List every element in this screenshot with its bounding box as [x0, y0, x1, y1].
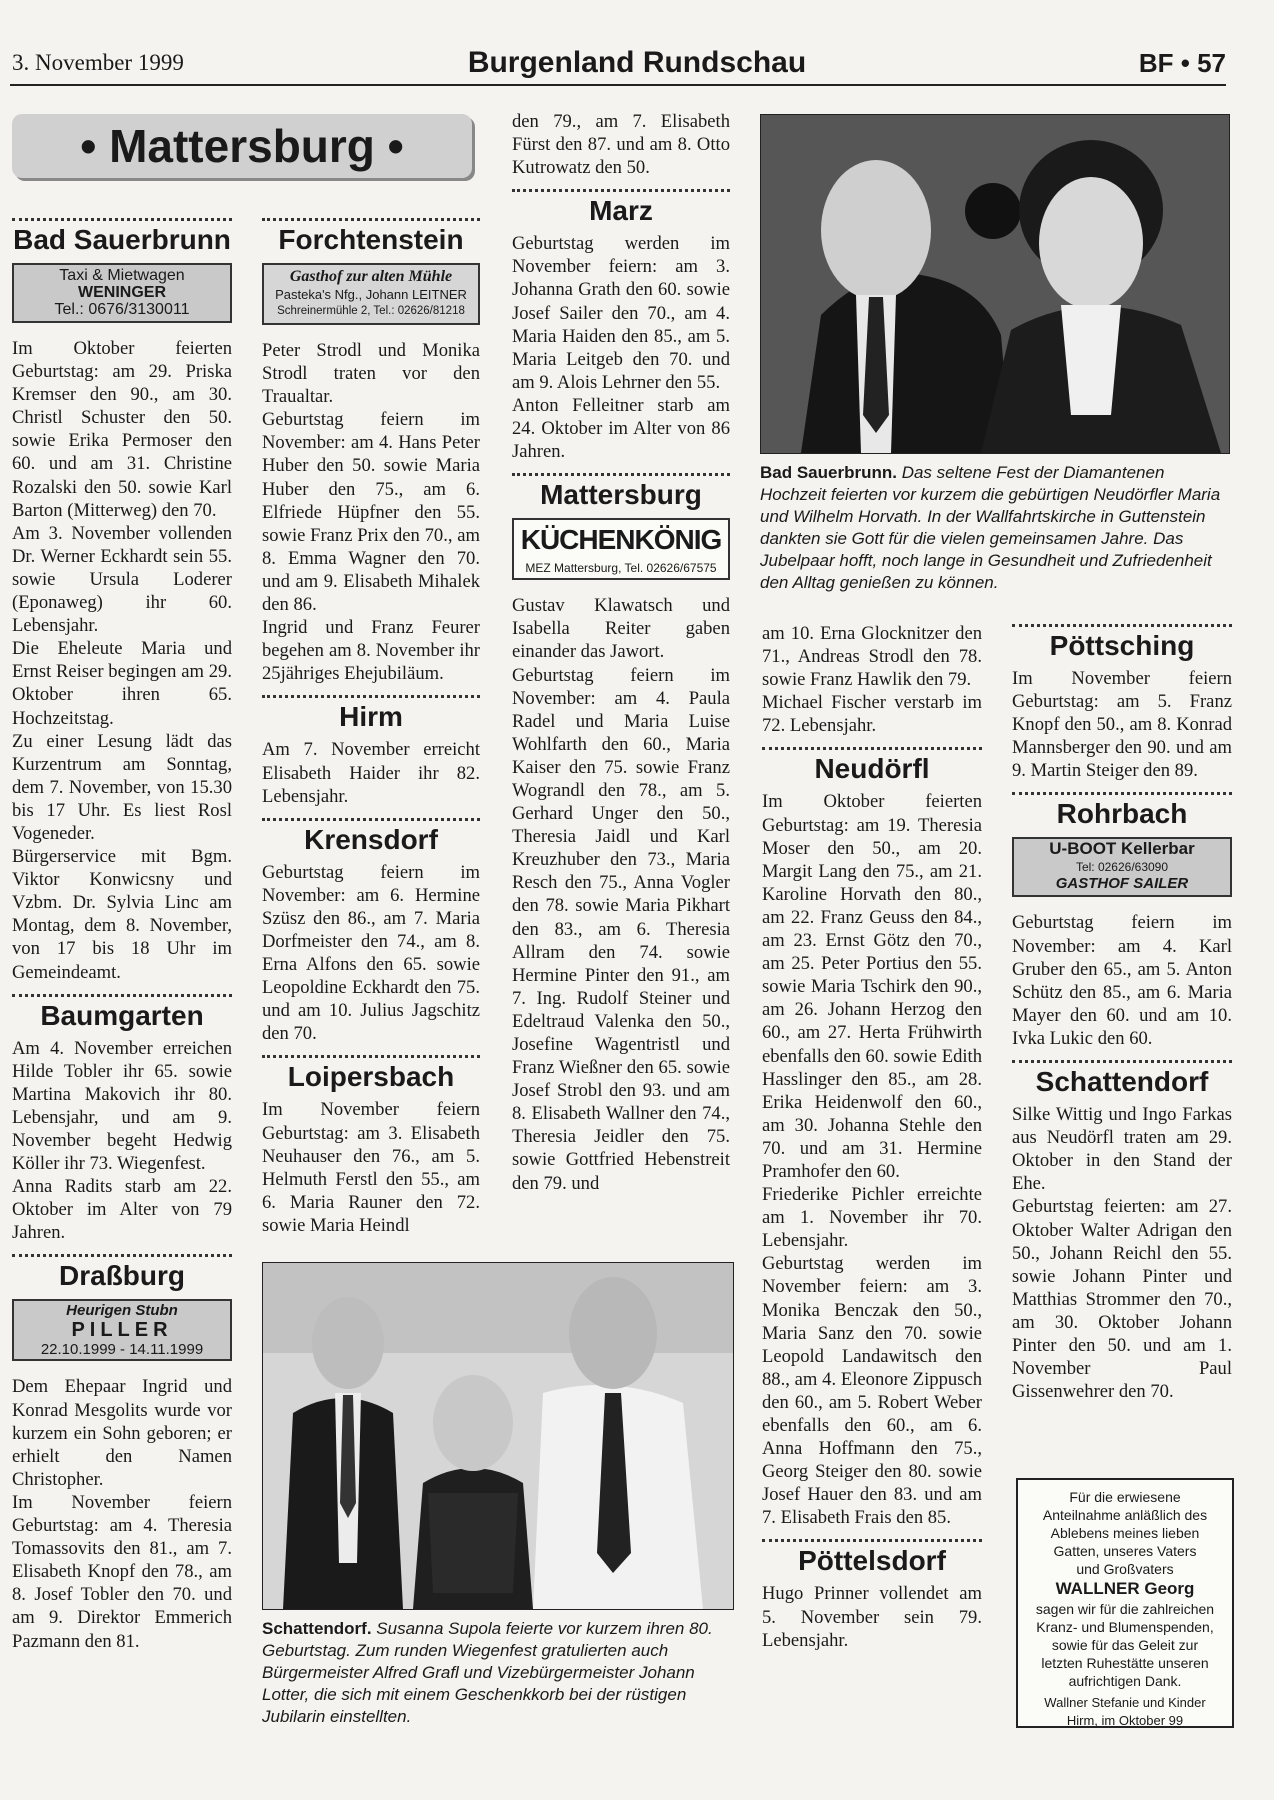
- heading-drassburg: Draßburg: [59, 1260, 185, 1292]
- ad-line: GASTHOF SAILER: [1055, 875, 1189, 893]
- paragraph: Geburtstag werden im November feiern: am 3. Johanna Grath den 60. sowie Josef Sailer den 70., am 4. Maria Haiden den 85., am 5. Maria Leitgeb den 70. und am 9. Alois Lehrner den 55.: [512, 233, 730, 393]
- divider: [262, 1055, 480, 1058]
- ad-u-boot: [1012, 837, 1232, 897]
- paragraph: Im November feiern Geburtstag: am 3. Elisabeth Neuhauser den 76., am 5. Helmuth Ferstl den 55., am 6. Maria Rauner den 72. sowie Maria Heindl: [262, 1099, 480, 1236]
- divider: [262, 695, 480, 698]
- paragraph: Friederike Pichler erreichte am 1. November ihr 70. Lebensjahr.: [762, 1184, 982, 1252]
- heading-loipersbach: Loipersbach: [287, 1061, 455, 1093]
- photo-diamond-wedding-image: [761, 115, 1229, 453]
- paragraph: Geburtstag feiern im November: am 4. Hans Peter Huber den 50. sowie Maria Huber den 75., am 6. Elfriede Hüpfner den 55. sowie Franz Prix den 70., am 8. Emma Wagner den 70. und am 9. Elisabeth Mihalek den 86.: [262, 409, 480, 616]
- ad-line: Schreinermühle 2, Tel.: 02626/81218: [277, 305, 465, 317]
- heading-hirm: Hirm: [339, 701, 403, 733]
- notice-line: sagen wir für die zahlreichen: [1035, 1601, 1215, 1617]
- paragraph: Anna Radits starb am 22. Oktober im Alter von 79 Jahren.: [12, 1176, 232, 1244]
- paragraph: Im Oktober feierten Geburtstag: am 29. Priska Kremser den 90., am 30. Christl Schuster den 50. sowie Erika Permoser den 60. und am 31. Christine Rozalski den 50. sowie Karl Barton (Mitterweg) den 70.: [12, 338, 232, 521]
- photo-diamond-wedding: [760, 114, 1230, 454]
- heading-poettsching: Pöttsching: [1049, 630, 1195, 661]
- notice-line: und Großvaters: [1076, 1561, 1174, 1577]
- caption-top: [760, 462, 1232, 594]
- paragraph: Am 7. November erreicht Elisabeth Haider ihr 82. Lebensjahr.: [262, 739, 480, 807]
- paragraph: Geburtstag feiern im November: am 6. Hermine Szüsz den 86., am 7. Maria Dorfmeister den 74., am 8. Erna Alfons den 65. sowie Leopoldine Eckhardt den 75. und am 10. Julius Jagschitz den 70.: [262, 861, 480, 1045]
- paragraph: Am 4. November erreichen Hilde Tobler ihr 65. sowie Martina Makovich ihr 80. Lebensjahr, und am 9. November begeht Hedwig Köller ihr 73. Wiegenfest.: [12, 1037, 232, 1175]
- heading-schattendorf: Schattendorf: [1035, 1066, 1209, 1098]
- divider: [1012, 1060, 1232, 1063]
- divider: [1012, 792, 1232, 795]
- ad-line: Pasteka's Nfg., Johann LEITNER: [275, 287, 467, 302]
- ad-piller: [12, 1299, 232, 1361]
- caption-text: Das seltene Fest der Diamantenen Hochzeit feierten vor kurzem die gebürtigen Neudörfler Maria und Wilhelm Horvath. In der Wallfahrtskirche in Guttenstein dankten sie Gott für die vielen gemeinsamen Jahre. Das Jubelpaar hofft, noch lange in Gesundheit und Zufriedenheit den Alltag genießen zu können.: [760, 463, 1221, 592]
- page-number: BF • 57: [1138, 48, 1226, 78]
- heading-neudoerfl: Neudörfl: [814, 753, 930, 785]
- heading-bad-sauerbrunn: Bad Sauerbrunn: [13, 224, 231, 255]
- ad-line: 22.10.1999 - 14.11.1999: [40, 1341, 204, 1359]
- paragraph: Geburtstag werden im November feiern: am 3. Monika Benczak den 50., Maria Sanz den 70. sowie Leopold Landawitsch den 88., am 4. Eleonore Zippusch den 60., am 5. Robert Weber ebenfalls den 60., am 6. Anna Hoffmann den 75., Georg Steiger den 80. sowie Josef Hauer den 83. und am 7. Elisabeth Frais den 85.: [762, 1253, 982, 1529]
- paragraph: Im Oktober feierten Geburtstag: am 19. Theresia Moser den 50., am 20. Margit Lang den 75., am 21. Karoline Horvath den 80., am 22. Franz Geuss den 84., am 23. Ernst Götz den 70., am 25. Peter Portius den 55. sowie Maria Tschirk den 90., am 26. Johann Herzog den 60., am 27. Herta Frühwirth ebenfalls den 60. sowie Edith Hasslinger den 85., am 28. Erika Heidenwolf den 60., am 30. Johanna Stehle den 70. und am 31. Hermine Pramhofer den 60.: [762, 791, 982, 1182]
- notice-place: Hirm, im Oktober 99: [1066, 1713, 1184, 1728]
- paragraph: Gustav Klawatsch und Isabella Reiter gaben einander das Jawort.: [512, 595, 730, 663]
- ad-line: MEZ Mattersburg, Tel. 02626/67575: [525, 561, 717, 576]
- paragraph: Silke Wittig und Ingo Farkas aus Neudörfl traten am 29. Oktober in den Stand der Ehe.: [1012, 1104, 1232, 1195]
- notice-line: Kranz- und Blumenspenden,: [1036, 1619, 1214, 1635]
- paragraph: Am 3. November vollenden Dr. Werner Eckhardt sein 55. sowie Ursula Loderer (Eponaweg) ihr 60. Lebensjahr.: [12, 522, 232, 637]
- notice-line: Für die erwiesene: [1069, 1489, 1181, 1505]
- caption-place: Schattendorf.: [262, 1619, 372, 1638]
- ad-line: Gasthof zur alten Mühle: [289, 268, 453, 285]
- ad-line: Tel.: 0676/3130011: [54, 301, 190, 318]
- photo-schattendorf-birthday: [262, 1262, 734, 1610]
- ad-line: Tel: 02626/63090: [1075, 860, 1169, 875]
- paragraph: Peter Strodl und Monika Strodl traten vor den Traualtar.: [262, 340, 480, 408]
- ad-line: KÜCHENKÖNIG: [520, 524, 722, 556]
- notice-line: Anteilnahme anläßlich des: [1042, 1507, 1208, 1523]
- paragraph: Im November feiern Geburtstag: am 5. Franz Knopf den 50., am 8. Konrad Mannsberger den 90. und am 9. Martin Steiger den 89.: [1012, 668, 1232, 782]
- paragraph: am 10. Erna Glocknitzer den 71., Andreas Strodl den 78. sowie Franz Hawlik den 79.: [762, 623, 982, 691]
- paragraph: Zu einer Lesung lädt das Kurzentrum am Sonntag, dem 7. November, von 15.30 bis 17 Uhr. Es liest Rosl Vogeneder.: [12, 730, 232, 844]
- notice-line: letzten Ruhestätte unseren: [1041, 1655, 1209, 1671]
- divider: [1012, 624, 1232, 627]
- ad-line: Taxi & Mietwagen: [59, 267, 185, 284]
- notice-signature: Wallner Stefanie und Kinder: [1044, 1695, 1206, 1710]
- notice-line: Ablebens meines lieben: [1050, 1525, 1200, 1541]
- ad-line: Heurigen Stubn: [66, 1302, 178, 1320]
- divider: [262, 818, 480, 821]
- paragraph: Geburtstag feierten: am 27. Oktober Walter Adrigan den 50., Johann Reichl den 55. sowie Johann Pinter und Matthias Strommer den 70., am 30. Oktober Johann Pinter den 50. und am 1. November Paul Gissenwehrer den 70.: [1012, 1196, 1232, 1403]
- heading-marz: Marz: [589, 195, 653, 227]
- issue-date: 3. November 1999: [12, 50, 184, 75]
- column-4: [762, 622, 982, 1652]
- ad-line: WENINGER: [78, 284, 166, 301]
- divider: [12, 218, 232, 221]
- paragraph: Die Eheleute Maria und Ernst Reiser begingen am 29. Oktober ihren 65. Hochzeitstag.: [12, 638, 232, 729]
- ad-line: PILLER: [71, 1319, 173, 1342]
- masthead-rule: [10, 84, 1226, 86]
- column-1: [12, 208, 232, 1653]
- notice-line: aufrichtigen Dank.: [1068, 1673, 1182, 1689]
- divider: [12, 994, 232, 997]
- ad-gasthof-muehle: [262, 263, 480, 325]
- caption-text: Susanna Supola feierte vor kurzem ihren 80. Geburtstag. Zum runden Wiegenfest gratulierten auch Bürgermeister Alfred Grafl und Vizebürgermeister Johann Lotter, die sich mit einem Geschenkkorb bei der rüstigen Jubilarin einstellten.: [262, 1619, 713, 1726]
- column-3: [512, 110, 730, 1195]
- paragraph: Ingrid und Franz Feurer begehen am 8. November ihr 25jähriges Ehejubiläum.: [262, 617, 480, 685]
- ad-weninger: [12, 263, 232, 323]
- paragraph: Bürgerservice mit Bgm. Viktor Konwicsny und Vzbm. Dr. Sylvia Linc am Montag, dem 8. November, von 17 bis 18 Uhr im Gemeindeamt.: [12, 846, 232, 983]
- ad-line: U-BOOT Kellerbar: [1049, 839, 1195, 859]
- column-5: [1012, 622, 1232, 1403]
- caption-bottom: [262, 1618, 738, 1728]
- newspaper-title: Burgenland Rundschau: [467, 46, 807, 79]
- paragraph: Michael Fischer verstarb im 72. Lebensjahr.: [762, 692, 982, 737]
- notice-line: sowie für das Geleit zur: [1051, 1637, 1199, 1653]
- ad-kuechenkoenig: [512, 518, 730, 580]
- heading-poettelsdorf: Pöttelsdorf: [798, 1545, 946, 1577]
- notice-line: Gatten, unseres Vaters: [1053, 1543, 1197, 1559]
- heading-krensdorf: Krensdorf: [304, 823, 438, 855]
- section-banner: • Mattersburg •: [12, 114, 472, 178]
- divider: [762, 1539, 982, 1542]
- paragraph: Geburtstag feiern im November: am 4. Karl Gruber den 65., am 5. Anton Schütz den 85., am 6. Maria Mayer den 60. und am 10. Ivka Lukic den 60.: [1012, 912, 1232, 1049]
- column-2: [262, 208, 480, 1237]
- paragraph: Dem Ehepaar Ingrid und Konrad Mesgolits wurde vor kurzem ein Sohn geboren; er erhielt den Namen Christopher.: [12, 1376, 232, 1490]
- caption-place: Bad Sauerbrunn.: [760, 463, 897, 482]
- photo-schattendorf-image: [263, 1263, 733, 1609]
- paragraph: Geburtstag feiern im November: am 4. Paula Radel und Maria Luise Wohlfarth den 60., Maria Kaiser den 75. sowie Franz Wograndl den 78., am 5. Gerhard Unger den 50., Theresia Jaidl und Karl Kreuzhuber den 73., Maria Resch den 75., Anna Vogler den 78. sowie Maria Pikhart den 83., am 6. Theresia Allram den 74. sowie Hermine Pinter den 91., am 7. Ing. Rudolf Steiner und Edeltraud Valenka den 50., Josefine Wagentristl und Franz Wießner den 65. sowie Josef Strobl den 93. und am 8. Elisabeth Wallner den 74., Theresia Jeidler den 75. sowie Gottfried Hebenstreit den 79. und: [512, 664, 730, 1194]
- heading-rohrbach: Rohrbach: [1056, 798, 1188, 830]
- paragraph: Anton Felleitner starb am 24. Oktober im Alter von 86 Jahren.: [512, 394, 730, 463]
- paragraph: den 79., am 7. Elisabeth Fürst den 87. und am 8. Otto Kutrowatz den 50.: [512, 111, 730, 179]
- divider: [512, 189, 730, 192]
- divider: [12, 1254, 232, 1257]
- notice-name: WALLNER Georg: [1055, 1579, 1195, 1598]
- heading-forchtenstein: Forchtenstein: [278, 224, 464, 255]
- paragraph: Im November feiern Geburtstag: am 4. Theresia Tomassovits den 81., am 7. Elisabeth Knopf den 78., am 8. Josef Tobler den 70. und am 9. Direktor Emmerich Pazmann den 81.: [12, 1491, 232, 1652]
- heading-baumgarten: Baumgarten: [40, 999, 204, 1031]
- divider: [512, 473, 730, 476]
- divider: [262, 218, 480, 221]
- thank-you-notice: [1016, 1478, 1234, 1728]
- divider: [762, 747, 982, 750]
- heading-mattersburg: Mattersburg: [540, 479, 702, 511]
- paragraph: Hugo Prinner vollendet am 5. November sein 79. Lebensjahr.: [762, 1583, 982, 1651]
